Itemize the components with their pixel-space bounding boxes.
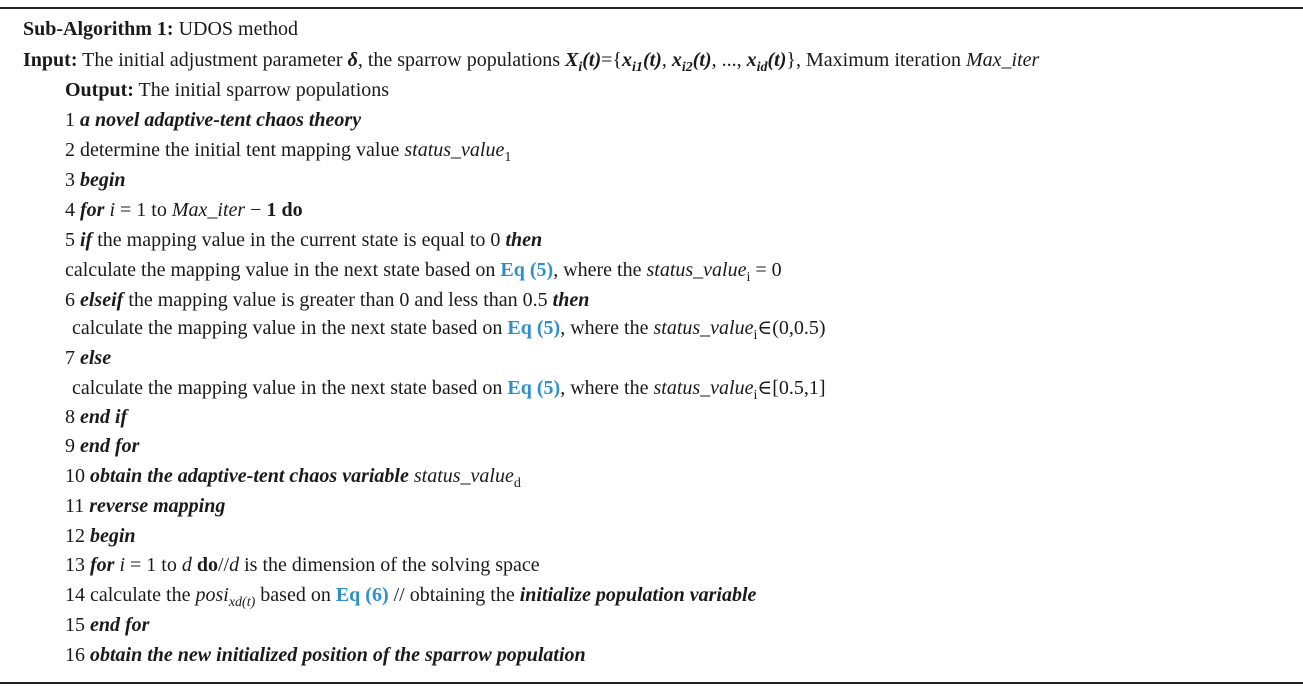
output-line: Output: The initial sparrow populations xyxy=(65,79,390,101)
step-11: 11 reverse mapping xyxy=(65,495,226,517)
step-1: 1 a novel adaptive-tent chaos theory xyxy=(65,109,362,131)
step-16: 16 obtain the new initialized position of the sparrow population xyxy=(65,644,586,666)
eq-6-link[interactable]: Eq (6) xyxy=(335,584,389,606)
step-13: 13 for i = 1 to d do//d is the dimension of the solving space xyxy=(65,554,540,576)
step-5: 5 if the mapping value in the current state is equal to 0 then xyxy=(65,229,543,251)
step-9: 9 end for xyxy=(65,435,140,457)
bottom-rule xyxy=(0,682,1303,684)
step-15: 15 end for xyxy=(65,614,150,636)
top-rule xyxy=(0,7,1303,9)
step-8: 8 end if xyxy=(65,406,128,428)
step-14: 14 calculate the posi$_{xd(t)}$ based on Eq (6) // obtaining the initialize population variable xyxy=(65,584,757,610)
step-6-body: calculate the mapping value in the next state based on Eq (5), where the status_value$_i$∈(0,0.5) xyxy=(72,317,826,343)
step-2: 2 determine the initial tent mapping value status_value$_1$ xyxy=(65,139,512,165)
eq-5-link[interactable]: Eq (5) xyxy=(507,317,561,339)
input-line: Input: The initial adjustment parameter δ, the sparrow populations $X_i(t)=\{x_{i1}(t)$, $x_{i2}(t)$, ..., $x_{id}(t)$}, Maximum iteration Max_iter xyxy=(23,49,1040,75)
step-7: 7 else xyxy=(65,347,112,369)
step-6: 6 elseif the mapping value is greater than 0 and less than 0.5 then xyxy=(65,289,590,311)
eq-5-link[interactable]: Eq (5) xyxy=(500,259,554,281)
algorithm-title: Sub-Algorithm 1: UDOS method xyxy=(23,18,299,40)
eq-5-link[interactable]: Eq (5) xyxy=(507,377,561,399)
step-12: 12 begin xyxy=(65,525,136,547)
step-3: 3 begin xyxy=(65,169,126,191)
step-4: 4 for i = 1 to Max_iter − 1 do xyxy=(65,199,303,221)
step-7-body: calculate the mapping value in the next state based on Eq (5), where the status_value$_i$∈[0.5,1] xyxy=(72,377,826,403)
step-5-body: calculate the mapping value in the next state based on Eq (5), where the status_value$_i$ = 0 xyxy=(65,259,782,285)
step-10: 10 obtain the adaptive-tent chaos variable status_value$_d$ xyxy=(65,465,521,491)
